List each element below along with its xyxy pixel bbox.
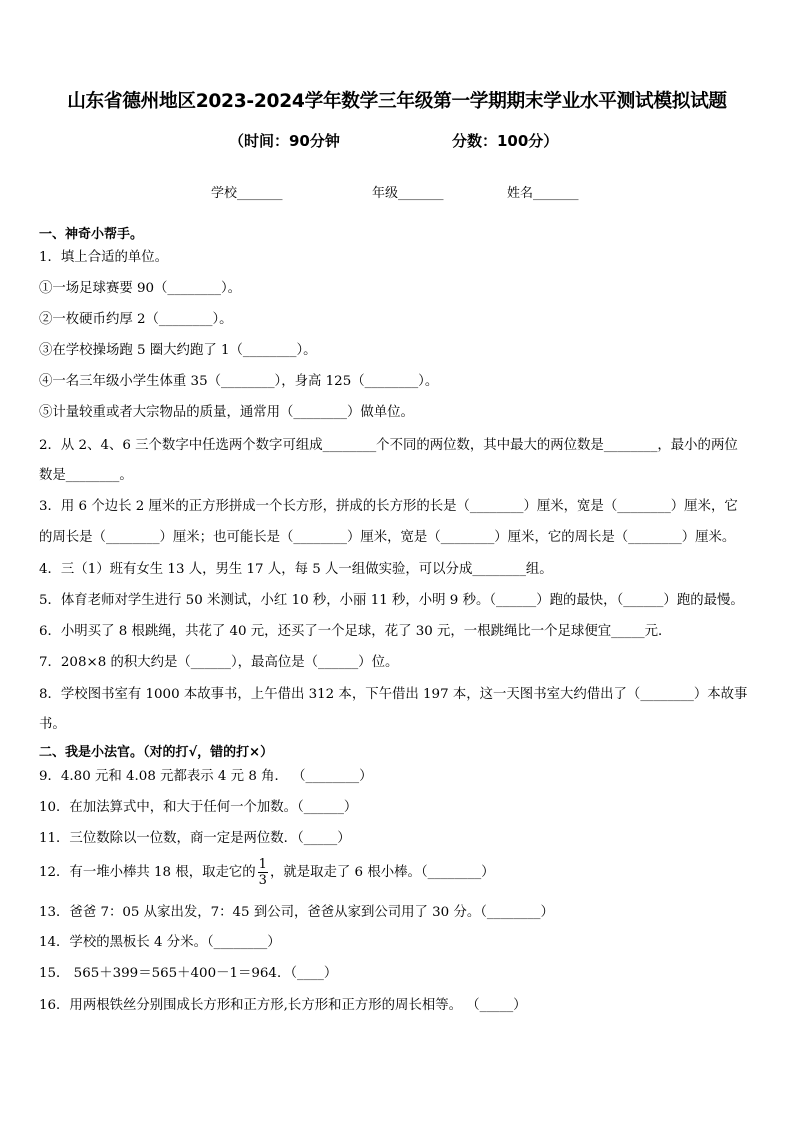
question-15: 15． 565＋399＝565＋400－1＝964．（____） <box>39 966 338 981</box>
name-field: 姓名_______ <box>507 186 579 201</box>
section-heading-1: 一、神奇小帮手。 <box>39 227 144 242</box>
question-4: 4．三（1）班有女生 13 人，男生 17 人，每 5 人一组做实验，可以分成________组。 <box>39 562 553 577</box>
school-field: 学校_______ <box>211 186 283 201</box>
question-5: 5．体育老师对学生进行 50 米测试，小红 10 秒，小丽 11 秒，小明 9 秒。（______）跑的最快，（______）跑的最慢。 <box>39 593 744 608</box>
exam-title: 山东省德州地区2023-2024学年数学三年级第一学期期末学业水平测试模拟试题 <box>67 91 727 112</box>
question-3-line-1: 3．用 6 个边长 2 厘米的正方形拼成一个长方形，拼成的长方形的长是（________）厘米，宽是（________）厘米，它 <box>39 499 738 514</box>
question-1-part-4: ④一名三年级小学生体重 35（________），身高 125（________）。 <box>39 374 439 389</box>
question-11: 11．三位数除以一位数，商一定是两位数．（_____） <box>39 831 351 846</box>
question-10: 10．在加法算式中，和大于任何一个加数。（______） <box>39 800 358 815</box>
question-9: 9．4.80 元和 4.08 元都表示 4 元 8 角． （________） <box>39 769 373 784</box>
question-1-part-2: ②一枚硬币约厚 2（________）。 <box>39 312 233 327</box>
exam-score: 分数：100分） <box>452 132 559 150</box>
question-1-part-1: ①一场足球赛要 90（________）。 <box>39 281 242 296</box>
question-16: 16．用两根铁丝分别围成长方形和正方形,长方形和正方形的周长相等。 （_____） <box>39 998 527 1013</box>
question-8-line-2: 书。 <box>39 717 66 732</box>
question-1: 1．填上合适的单位。 <box>39 250 169 265</box>
question-14: 14．学校的黑板长 4 分米。（________） <box>39 935 281 950</box>
question-7: 7．208×8 的积大约是（______），最高位是（______）位。 <box>39 655 399 670</box>
grade-field: 年级_______ <box>372 186 444 201</box>
one-third-fraction <box>258 858 268 887</box>
question-12-text-before: 12．有一堆小棒共 18 根，取走它的 <box>39 865 256 880</box>
exam-time: （时间：90分钟 <box>229 132 340 150</box>
question-6: 6．小明买了 8 根跳绳，共花了 40 元，还买了一个足球，花了 30 元，一根跳绳比一个足球便宜_____元． <box>39 624 672 639</box>
fraction-numerator: 1 <box>258 857 267 872</box>
fraction-denominator: 3 <box>258 873 267 888</box>
question-1-part-5: ⑤计量较重或者大宗物品的质量，通常用（________）做单位。 <box>39 405 414 420</box>
question-2-line-1: 2．从 2、4、6 三个数字中任选两个数字可组成________个不同的两位数，其中最大的两位数是________，最小的两位 <box>39 438 738 453</box>
question-1-part-3: ③在学校操场跑 5 圈大约跑了 1（________）。 <box>39 343 317 358</box>
question-3-line-2: 的周长是（________）厘米；也可能长是（________）厘米，宽是（________）厘米，它的周长是（________）厘米。 <box>39 530 736 545</box>
section-heading-2: 二、我是小法官。（对的打√，错的打×） <box>39 745 274 760</box>
question-13: 13．爸爸 7：05 从家出发，7：45 到公司，爸爸从家到公司用了 30 分。（________） <box>39 905 554 920</box>
question-12 <box>39 858 495 887</box>
question-2-line-2: 数是________。 <box>39 468 133 483</box>
question-12-text-after: ，就是取走了 6 根小棒。（________） <box>269 865 495 880</box>
question-8-line-1: 8．学校图书室有 1000 本故事书，上午借出 312 本，下午借出 197 本，这一天图书室大约借出了（________）本故事 <box>39 687 748 702</box>
